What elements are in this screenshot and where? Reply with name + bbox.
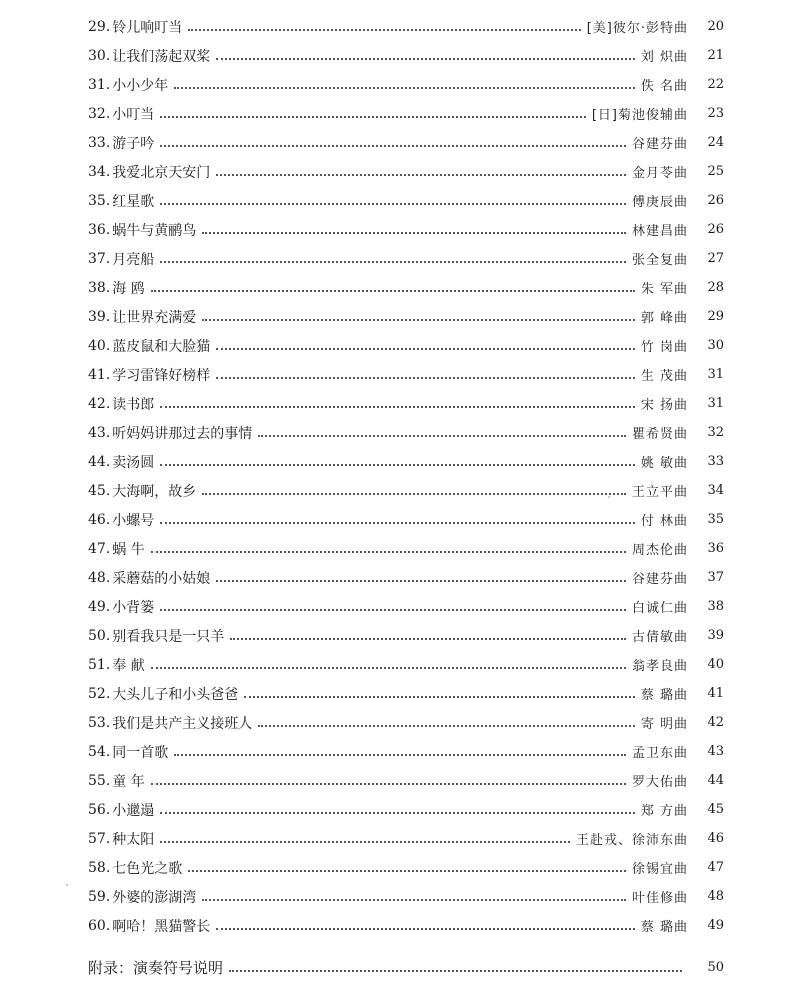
page-number: 21 [707,48,724,63]
toc-entry[interactable] [88,331,724,360]
appendix-entry[interactable] [88,957,724,978]
entry-number: 43. [88,424,111,441]
song-title: 我们是共产主义接班人 [112,715,253,732]
composer-credit: 佚 名曲 [640,79,688,94]
song-title: 童 年 [112,773,145,790]
page-number: 26 [707,193,724,208]
toc-entry[interactable] [88,186,724,215]
composer-credit: 蔡 璐曲 [640,920,688,935]
song-title: 采蘑菇的小姑娘 [112,570,211,587]
song-title: 铃儿响叮当 [112,19,183,36]
page-number: 41 [707,686,724,701]
song-title: 小背篓 [112,599,155,616]
song-title: 小小少年 [112,77,169,94]
song-title: 红星歌 [112,193,155,210]
page-number: 27 [707,251,724,266]
dot-leader [160,406,635,408]
song-title: 蓝皮鼠和大脸猫 [112,338,211,355]
page-number: 30 [707,338,724,353]
page-number: 32 [707,425,724,440]
dot-leader [229,970,682,972]
page-number: 40 [707,657,724,672]
dot-leader [216,580,626,582]
song-title: 让世界充满爱 [112,309,197,326]
song-title: 学习雷锋好榜样 [112,367,211,384]
dot-leader [160,609,626,611]
toc-entry[interactable] [88,70,724,99]
dot-leader [216,58,635,60]
song-title: 同一首歌 [112,744,169,761]
composer-credit: 郑 方曲 [640,804,688,819]
page-number: 34 [707,483,724,498]
dot-leader [160,464,635,466]
entry-number: 44. [88,453,111,470]
toc-entry[interactable] [88,737,724,766]
page-number: 42 [707,715,724,730]
toc-entry[interactable] [88,911,724,940]
toc-entry[interactable] [88,447,724,476]
page-number: 28 [707,280,724,295]
dot-leader [160,145,626,147]
composer-credit: 古倩敏曲 [631,630,688,645]
toc-entry[interactable] [88,853,724,882]
toc-entry[interactable] [88,708,724,737]
entry-number: 38. [88,279,111,296]
page-number: 46 [707,831,724,846]
song-title: 小邋遢 [112,802,155,819]
page-number: 39 [707,628,724,643]
composer-credit: 白诚仁曲 [631,601,688,616]
dot-leader [202,493,626,495]
dot-leader [202,899,626,901]
entry-number: 32. [88,105,111,122]
composer-credit: [美]彼尔·彭特曲 [586,21,688,36]
table-of-contents [88,12,724,940]
page-number: 24 [707,135,724,150]
toc-entry[interactable] [88,563,724,592]
toc-entry[interactable] [88,99,724,128]
composer-credit: 傅庚辰曲 [631,195,688,210]
dot-leader [160,841,570,843]
song-title: 大头儿子和小头爸爸 [112,686,239,703]
toc-entry[interactable] [88,41,724,70]
entry-number: 35. [88,192,111,209]
page-number: 35 [707,512,724,527]
song-title: 蜗牛与黄鹂鸟 [112,222,197,239]
toc-entry[interactable] [88,302,724,331]
composer-credit: 寄 明曲 [640,717,688,732]
dot-leader [188,870,626,872]
song-title: 我爱北京天安门 [112,164,211,181]
scan-speck [66,884,68,886]
toc-entry[interactable] [88,824,724,853]
entry-number: 50. [88,627,111,644]
toc-entry[interactable] [88,128,724,157]
toc-entry[interactable] [88,273,724,302]
song-title: 奉 献 [112,657,145,674]
entry-number: 55. [88,772,111,789]
dot-leader [230,638,626,640]
dot-leader [160,522,635,524]
entry-number: 48. [88,569,111,586]
page-number: 37 [707,570,724,585]
entry-number: 33. [88,134,111,151]
entry-number: 37. [88,250,111,267]
song-title: 种太阳 [112,831,155,848]
composer-credit: 王立平曲 [631,485,688,500]
composer-credit: 谷建芬曲 [631,572,688,587]
dot-leader [151,667,626,669]
entry-number: 31. [88,76,111,93]
song-title: 读书郎 [112,396,155,413]
composer-credit: 姚 敏曲 [640,456,688,471]
composer-credit: 付 林曲 [640,514,688,529]
toc-entry[interactable] [88,679,724,708]
toc-entry[interactable] [88,360,724,389]
page-number: 22 [707,77,724,92]
composer-credit: 翁孝良曲 [631,659,688,674]
appendix-title: 附录：演奏符号说明 [88,959,224,977]
composer-credit: 王赴戎、徐沛东曲 [575,833,688,848]
toc-entry[interactable] [88,882,724,911]
entry-number: 29. [88,18,111,35]
entry-number: 60. [88,917,111,934]
page-number: 29 [707,309,724,324]
toc-entry[interactable] [88,418,724,447]
song-title: 小螺号 [112,512,155,529]
dot-leader [216,348,635,350]
entry-number: 34. [88,163,111,180]
entry-number: 30. [88,47,111,64]
composer-credit: 周杰伦曲 [631,543,688,558]
page-number: 43 [707,744,724,759]
entry-number: 59. [88,888,111,905]
song-title: 啊哈！黑猫警长 [112,918,211,935]
entry-number: 56. [88,801,111,818]
song-title: 蜗 牛 [112,541,145,558]
composer-credit: 徐锡宜曲 [631,862,688,877]
dot-leader [216,928,635,930]
page-number: 48 [707,889,724,904]
scan-speck [608,496,610,498]
composer-credit: 刘 炽曲 [640,50,688,65]
composer-credit: 谷建芬曲 [631,137,688,152]
page-number: 33 [707,454,724,469]
composer-credit: 竹 岗曲 [640,340,688,355]
entry-number: 53. [88,714,111,731]
song-title: 七色光之歌 [112,860,183,877]
dot-leader [216,377,635,379]
composer-credit: 孟卫东曲 [631,746,688,761]
dot-leader [258,725,635,727]
composer-credit: 罗大佑曲 [631,775,688,790]
dot-leader [244,696,635,698]
page-number: 47 [707,860,724,875]
composer-credit: 宋 扬曲 [640,398,688,413]
entry-number: 57. [88,830,111,847]
song-title: 卖汤圆 [112,454,155,471]
entry-number: 45. [88,482,111,499]
toc-entry[interactable] [88,476,724,505]
song-title: 别看我只是一只羊 [112,628,225,645]
page-number: 38 [707,599,724,614]
dot-leader [174,754,626,756]
composer-credit: 生 茂曲 [640,369,688,384]
composer-credit: 金月苓曲 [631,166,688,181]
entry-number: 58. [88,859,111,876]
toc-entry[interactable] [88,621,724,650]
entry-number: 41. [88,366,111,383]
entry-number: 39. [88,308,111,325]
toc-entry[interactable] [88,505,724,534]
entry-number: 42. [88,395,111,412]
toc-entry[interactable] [88,12,724,41]
toc-entry[interactable] [88,766,724,795]
toc-entry[interactable] [88,592,724,621]
composer-credit: 瞿希贤曲 [631,427,688,442]
song-title: 听妈妈讲那过去的事情 [112,425,253,442]
song-title: 游子吟 [112,135,155,152]
entry-number: 52. [88,685,111,702]
page-number: 31 [707,396,724,411]
page-number: 23 [707,106,724,121]
toc-entry[interactable] [88,650,724,679]
toc-entry[interactable] [88,244,724,273]
page-number: 26 [707,222,724,237]
dot-leader [151,290,635,292]
composer-credit: 张全复曲 [631,253,688,268]
dot-leader [216,174,626,176]
page-number: 49 [707,918,724,933]
page-number: 25 [707,164,724,179]
entry-number: 51. [88,656,111,673]
page-number: 44 [707,773,724,788]
song-title: 让我们荡起双桨 [112,48,211,65]
entry-number: 54. [88,743,111,760]
entry-number: 36. [88,221,111,238]
song-title: 月亮船 [112,251,155,268]
dot-leader [202,232,626,234]
song-title: 外婆的澎湖湾 [112,889,197,906]
dot-leader [151,551,626,553]
composer-credit: 朱 军曲 [640,282,688,297]
dot-leader [188,29,580,31]
song-title: 海 鸥 [112,280,145,297]
entry-number: 47. [88,540,111,557]
page-number: 20 [707,19,724,34]
dot-leader [151,783,626,785]
composer-credit: 郭 峰曲 [640,311,688,326]
composer-credit: 叶佳修曲 [631,891,688,906]
dot-leader [202,319,635,321]
toc-entry[interactable] [88,157,724,186]
toc-entry[interactable] [88,389,724,418]
dot-leader [160,812,635,814]
song-title: 大海啊，故乡 [112,483,197,500]
entry-number: 46. [88,511,111,528]
dot-leader [160,203,626,205]
page-number: 31 [707,367,724,382]
page-number: 36 [707,541,724,556]
dot-leader [160,116,586,118]
toc-entry[interactable] [88,795,724,824]
entry-number: 40. [88,337,111,354]
dot-leader [160,261,626,263]
toc-entry[interactable] [88,215,724,244]
entry-number: 49. [88,598,111,615]
composer-credit: 蔡 璐曲 [640,688,688,703]
toc-entry[interactable] [88,534,724,563]
composer-credit: 林建昌曲 [631,224,688,239]
song-title: 小叮当 [112,106,155,123]
appendix-page-number: 50 [707,960,724,975]
dot-leader [174,87,635,89]
composer-credit: [日]菊池俊辅曲 [591,108,688,123]
page-number: 45 [707,802,724,817]
dot-leader [258,435,626,437]
